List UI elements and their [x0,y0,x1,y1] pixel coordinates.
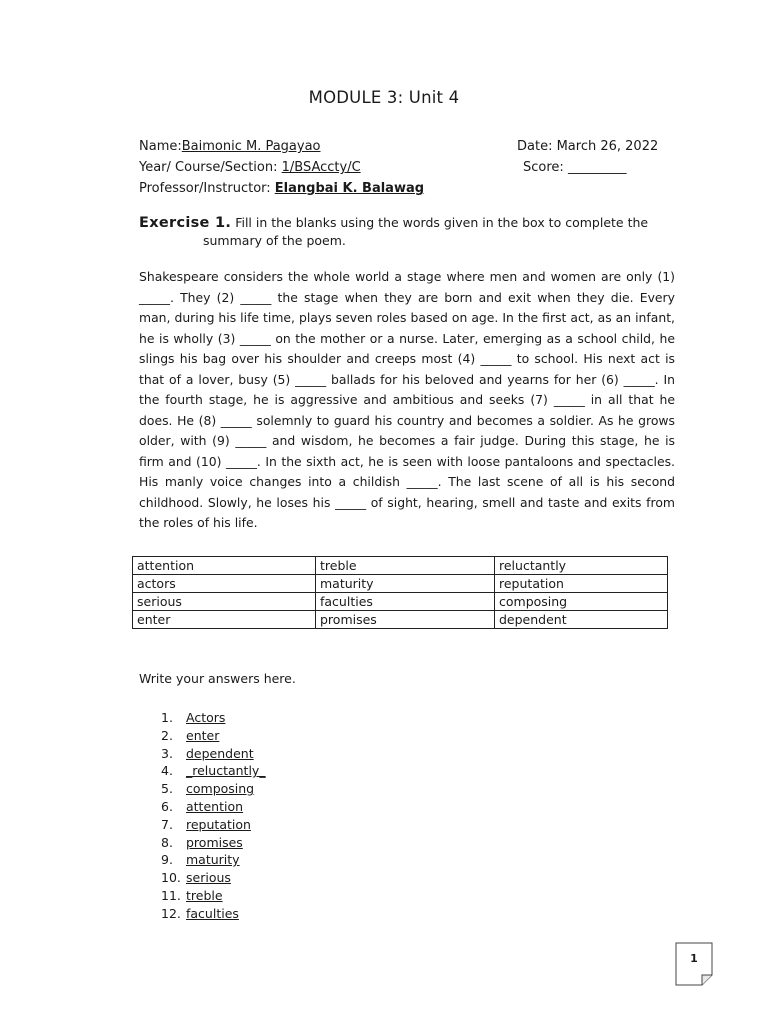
professor-row [139,181,424,196]
answer-text: dependent [186,745,254,761]
table-cell: attention [133,557,316,575]
exercise-heading [139,213,675,233]
answer-number: 1. [161,710,173,725]
answer-number: 5. [161,781,173,797]
year-course-value: 1/BSAccty/C [281,160,361,175]
answer-number: 2. [161,727,173,743]
table-cell: promises [316,611,495,629]
paragraph-text: Shakespeare considers the whole world a stage where men and women are only (1) _____. They (2) _____ the stage when they are born and exit when they die. Every man, during his life time, plays seven roles based on age. In the first act, as an infant, he is wholly (3) _____ on the mother or a nurse. Later, emerging as a school child, he slings his bag over his shoulder and creeps most (4) _____ to school. His next act is that of a lover, busy (5) _____ ballads for his beloved and yearns for her (6) _____. In the fourth stage, he is aggressive and ambitious and seeks (7) _____ in all that he does. He (8) _____ solemnly to guard his country and becomes a soldier. As he grows older, with (9) _____ and wisdom, he becomes a fair judge. During this stage, he is firm and (10) _____. In the sixth act, he is seen with loose pantaloons and spectacles. His manly voice changes into a childish _____. The last scene of all is his second childhood. Slowly, he loses his _____ of sight, hearing, smell and taste and exits from the roles of his life. [139,269,675,530]
table-row [133,611,668,629]
answer-number: 3. [161,745,173,761]
name-value: Baimonic M. Pagayao [181,139,321,154]
list-item [139,887,266,905]
table-cell: faculties [316,593,495,611]
answer-number: 12. [161,905,181,921]
answer-text: Actors [186,710,226,725]
page-title: MODULE 3: Unit 4 [308,88,460,107]
professor-value: Elangbai K. Balawag [274,181,425,196]
answer-number: 6. [161,798,173,814]
table-cell: serious [133,593,316,611]
list-item [139,798,266,816]
score-label: Score: [523,160,568,175]
list-item [139,745,266,763]
answers-heading: Write your answers here. [139,671,296,686]
list-item [139,869,266,887]
answer-number: 9. [161,852,173,868]
table-cell: reputation [495,575,668,593]
exercise-instruction-continued: summary of the poem. [203,233,346,248]
answer-text: serious [186,870,231,886]
name-label: Name: [139,139,182,154]
answer-number: 4. [161,763,173,779]
list-item [139,762,266,780]
answer-text: composing [186,781,255,797]
table-cell: composing [495,593,668,611]
date-field: Date: March 26, 2022 [517,139,659,154]
answer-text: treble [186,887,223,903]
table-cell: reluctantly [495,557,668,575]
table-cell: treble [316,557,495,575]
table-cell: enter [133,611,316,629]
list-item [139,727,266,745]
answer-text: maturity [186,852,240,868]
list-item [139,834,266,852]
answer-text: reputation [186,816,251,832]
list-item [139,709,266,727]
list-item [139,816,266,834]
answer-text: enter [186,727,220,743]
professor-label: Professor/Instructor: [139,181,275,196]
table-cell: actors [133,575,316,593]
answer-text: promises [186,834,243,850]
answer-number: 10. [161,870,181,886]
answer-number: 8. [161,834,173,850]
list-item [139,851,266,869]
table-cell: dependent [495,611,668,629]
table-row [133,575,668,593]
score-blank: _________ [567,160,627,175]
list-item [139,780,266,798]
year-course-label: Year/ Course/Section: [139,160,282,175]
name-row [139,139,321,154]
answers-list [139,709,266,923]
poem-summary-paragraph [139,267,675,534]
table-row [133,557,668,575]
table-cell: maturity [316,575,495,593]
score-row [523,160,626,175]
answer-number: 11. [161,887,181,903]
exercise-label: Exercise 1. [139,215,232,231]
table-row [133,593,668,611]
answer-text: faculties [186,905,239,921]
exercise-instruction: Fill in the blanks using the words given in the box to complete the [231,215,649,230]
year-course-row [139,160,361,175]
answer-text: _reluctantly_ [186,763,266,779]
answer-number: 7. [161,816,173,832]
list-item [139,905,266,923]
page-number-badge [675,942,713,986]
page-number: 1 [690,952,698,965]
answer-text: attention [186,798,244,814]
word-box-table [132,556,668,629]
